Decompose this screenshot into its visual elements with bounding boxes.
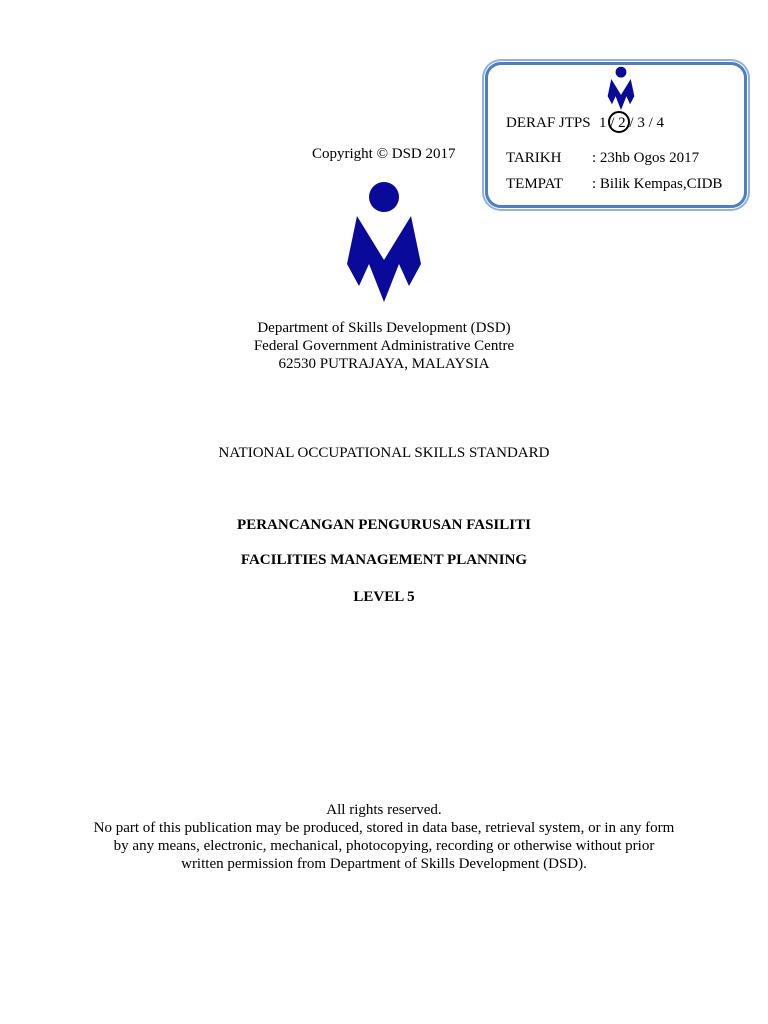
rights-line-1: All rights reserved. [326,802,442,818]
place-value: : Bilik Kempas,CIDB [592,176,723,192]
copyright-text: Copyright © DSD 2017 [312,146,456,162]
place-label: TEMPAT [506,176,563,192]
level-label: LEVEL 5 [353,589,415,605]
selected-draft-circle [608,111,630,133]
draft-row [506,115,665,132]
date-value: : 23hb Ogos 2017 [592,150,700,166]
draft-numbers: 1 / 2 / 3 / 4 [599,115,665,131]
address-line-3: 62530 PUTRAJAYA, MALAYSIA [278,356,490,372]
address-line-1: Department of Skills Development (DSD) [257,320,511,336]
standard-title: NATIONAL OCCUPATIONAL SKILLS STANDARD [218,445,550,461]
rights-line-4: written permission from Department of Skills Development (DSD). [181,856,587,872]
date-label: TARIKH [506,150,562,166]
address-line-2: Federal Government Administrative Centre [253,338,515,354]
rights-line-2: No part of this publication may be produced, stored in data base, retrieval system, or in any form [93,820,675,836]
rights-line-3: by any means, electronic, mechanical, photocopying, recording or otherwise without prior [113,838,655,854]
date-row [506,150,700,167]
title-english: FACILITIES MANAGEMENT PLANNING [240,552,528,568]
title-malay: PERANCANGAN PENGURUSAN FASILITI [237,517,531,533]
place-row [506,176,723,193]
dsd-small-logo-icon [604,66,638,110]
dsd-logo-icon [345,180,423,302]
draft-label: DERAF JTPS [506,115,591,131]
